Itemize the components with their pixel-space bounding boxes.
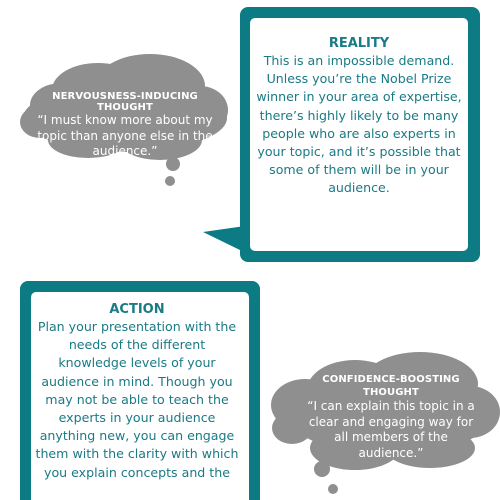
confidence-thought-bubble-small — [328, 484, 338, 494]
reality-section — [256, 36, 462, 198]
reality-heading: REALITY — [328, 36, 390, 51]
nervousness-thought — [26, 91, 224, 160]
nervousness-heading: NERVOUSNESS-INDUCING THOUGHT — [52, 91, 198, 113]
action-heading: ACTION — [109, 302, 165, 317]
nervousness-body: “I must know more about my topic than anyone else in the audience.” — [37, 113, 213, 158]
confidence-heading: CONFIDENCE-BOOSTING THOUGHT — [322, 374, 460, 398]
reality-body: This is an impossible demand. Unless you’re the Nobel Prize winner in your area of expertise, there’s highly likely to be many people who are also experts in your topic, and it’s possible that some of them will be in your audience. — [256, 53, 462, 196]
confidence-thought-bubble-large — [314, 461, 330, 477]
action-section — [34, 302, 240, 482]
nervousness-thought-bubble-small — [165, 176, 175, 186]
confidence-thought — [300, 374, 482, 461]
action-body: Plan your presentation with the needs of the different knowledge levels of your audience in mind. Though you may not be able to teach the experts in your audience anything new, you can engage them with the clarity with which you explain concepts and the — [35, 319, 239, 480]
confidence-body: “I can explain this topic in a clear and engaging way for all members of the audience.” — [307, 399, 475, 460]
